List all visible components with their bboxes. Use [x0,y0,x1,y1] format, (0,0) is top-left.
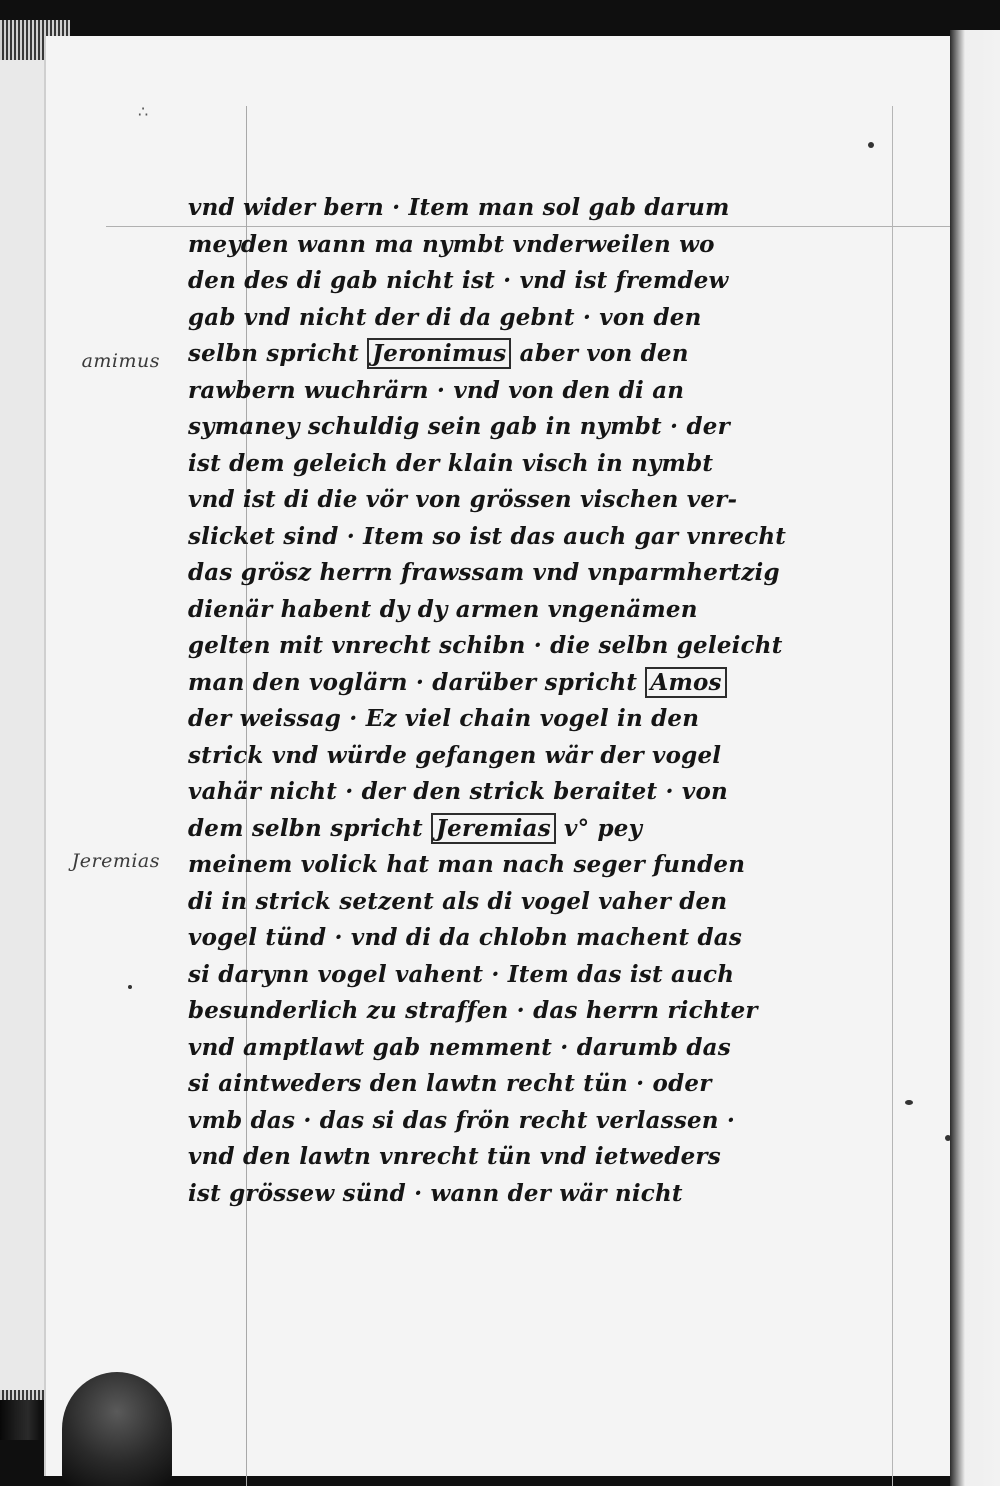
text-segment: strick vnd würde gefangen wär der vogel [188,741,722,769]
text-segment: vogel tünd · vnd di da chlobn machent das [188,924,743,951]
text-segment: vnd wider bern · Item man sol gab darum [188,194,730,221]
ink-speck [128,985,132,989]
text-line [188,482,848,519]
text-line [188,738,848,775]
text-segment: si aintweders den lawtn recht tün · oder [188,1070,712,1097]
text-line [188,701,848,738]
boxed-name: Jeremias [431,813,556,844]
text-segment: slicket sind · Item so ist das auch gar vnrecht [188,522,787,550]
ink-speck [905,1100,913,1105]
text-line [188,373,848,410]
text-segment: ist grössew sünd · wann der wär nicht [188,1179,683,1207]
text-segment: der weissag · Ez viel chain vogel in den [188,705,700,732]
text-line [188,1066,848,1103]
text-line [188,227,848,264]
text-segment: si darynn vogel vahent · Item das ist auch [188,960,735,988]
text-line [188,847,848,884]
right-page-edge [950,30,1000,1486]
text-segment: gelten mit vnrecht schibn · die selbn geleicht [188,632,783,659]
text-segment: man den voglärn · darüber spricht [188,668,646,696]
text-line [188,774,848,811]
text-line [188,1139,848,1176]
text-segment: vnd amptlawt gab nemment · darumb das [188,1033,731,1061]
text-line [188,336,848,373]
text-line [188,519,848,556]
text-segment: rawbern wuchrärn · vnd von den di an [188,376,685,404]
text-segment: meyden wann ma nymbt vnderweilen wo [188,230,715,258]
text-line [188,993,848,1030]
text-line [188,300,848,337]
manuscript-text [188,190,848,1212]
text-line [188,190,848,227]
text-line [188,446,848,483]
text-line [188,592,848,629]
text-line [188,665,848,702]
thumb [62,1372,172,1486]
text-line [188,1030,848,1067]
text-segment: dem selbn spricht [188,814,432,842]
text-line [188,263,848,300]
margin-note: Jeremias [71,850,160,872]
text-line [188,811,848,848]
ruling-right [892,106,893,1486]
text-line [188,555,848,592]
text-segment: vahär nicht · der den strick beraitet · von [188,778,728,805]
margin-note: amimus [81,350,160,372]
boxed-name: Jeronimus [367,338,511,369]
text-segment: ist dem geleich der klain visch in nymbt [188,449,714,477]
ink-speck [868,142,874,148]
text-line [188,920,848,957]
text-segment: selbn spricht [188,340,368,367]
text-segment: aber von den [511,340,689,367]
text-segment: v° pey [555,814,643,842]
text-segment: vmb das · das si das frön recht verlassen · [188,1106,736,1134]
text-segment: dienär habent dy dy armen vngenämen [188,595,698,623]
text-segment: besunderlich zu straffen · das herrn richter [188,997,758,1024]
text-line [188,1176,848,1213]
text-line [188,957,848,994]
boxed-name: Amos [645,667,726,698]
text-line [188,884,848,921]
text-line [188,409,848,446]
text-line [188,628,848,665]
text-segment: vnd den lawtn vnrecht tün vnd ietweders [188,1143,721,1170]
text-segment: meinem volick hat man nach seger funden [188,851,746,878]
text-segment: di in strick setzent als di vogel vaher den [188,887,728,915]
text-segment: das grösz herrn frawssam vnd vnparmhertzig [188,559,780,586]
text-line [188,1103,848,1140]
text-segment: symaney schuldig sein gab in nymbt · der [188,413,730,440]
ink-speck [945,1135,951,1141]
page-dots: ∴ [138,102,149,121]
text-segment: vnd ist di die vör von grössen vischen ver- [188,486,738,513]
text-segment: den des di gab nicht ist · vnd ist fremdew [188,267,729,294]
text-segment: gab vnd nicht der di da gebnt · von den [188,303,702,331]
